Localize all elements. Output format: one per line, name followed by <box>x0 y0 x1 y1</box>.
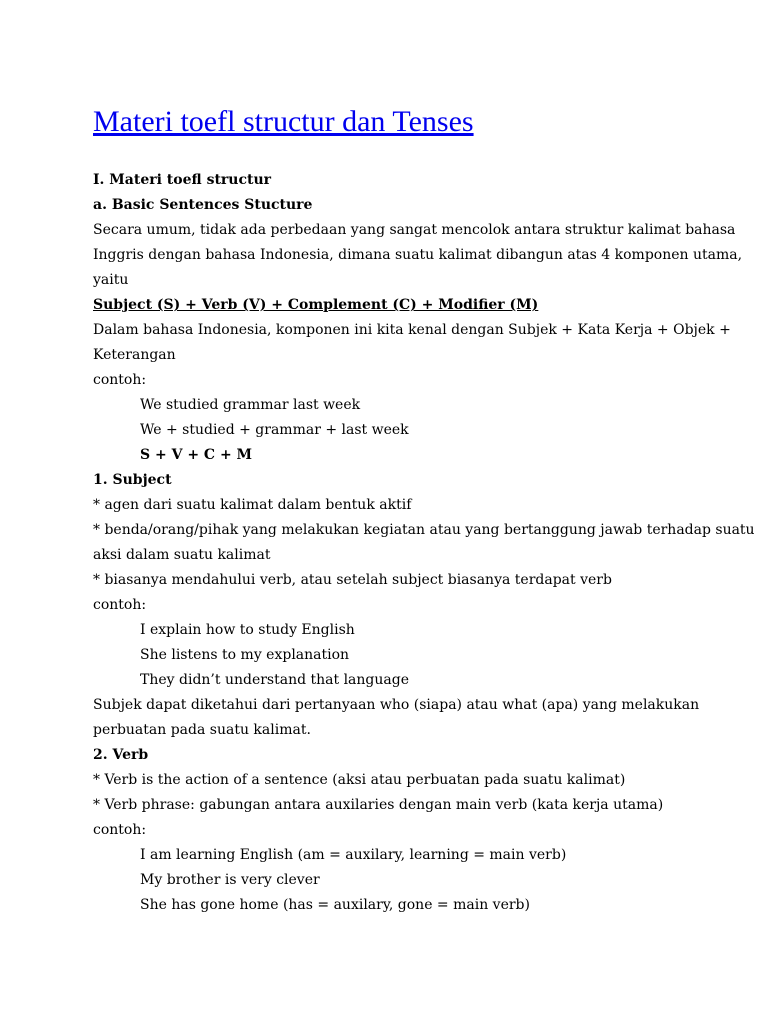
example-label: contoh: <box>93 822 147 838</box>
verb-heading: 2. Verb <box>93 747 149 763</box>
bullet-line: aksi dalam suatu kalimat <box>93 547 271 563</box>
section-heading: I. Materi toefl structur <box>93 172 272 188</box>
paragraph-line: Inggris dengan bahasa Indonesia, dimana suatu kalimat dibangun atas 4 komponen utama, <box>93 247 743 263</box>
bullet-line: * agen dari suatu kalimat dalam bentuk aktif <box>93 497 412 513</box>
document-title[interactable]: Materi toefl structur dan Tenses <box>93 105 474 138</box>
example-line: My brother is very clever <box>140 872 320 888</box>
example-line: They didn’t understand that language <box>140 672 409 688</box>
example-line: I am learning English (am = auxilary, learning = main verb) <box>140 847 567 863</box>
example-line: She listens to my explanation <box>140 647 350 663</box>
paragraph-line: Dalam bahasa Indonesia, komponen ini kita kenal dengan Subjek + Kata Kerja + Objek + <box>93 322 731 338</box>
bullet-line: * benda/orang/pihak yang melakukan kegiatan atau yang bertanggung jawab terhadap suatu <box>93 522 755 538</box>
paragraph-line: Secara umum, tidak ada perbedaan yang sangat mencolok antara struktur kalimat bahasa <box>93 222 736 238</box>
paragraph-line: Keterangan <box>93 347 176 363</box>
bullet-line: * Verb phrase: gabungan antara auxilaries dengan main verb (kata kerja utama) <box>93 797 664 813</box>
example-label: contoh: <box>93 597 147 613</box>
example-line: We + studied + grammar + last week <box>140 422 409 438</box>
paragraph-line: Subjek dapat diketahui dari pertanyaan who (siapa) atau what (apa) yang melakukan <box>93 697 700 713</box>
example-line: We studied grammar last week <box>140 397 361 413</box>
bullet-line: * biasanya mendahului verb, atau setelah subject biasanya terdapat verb <box>93 572 612 588</box>
example-line: I explain how to study English <box>140 622 355 638</box>
formula-line: Subject (S) + Verb (V) + Complement (C) + Modifier (M) <box>93 297 539 313</box>
example-line: She has gone home (has = auxilary, gone = main verb) <box>140 897 530 913</box>
example-formula: S + V + C + M <box>140 447 253 463</box>
example-label: contoh: <box>93 372 147 388</box>
bullet-line: * Verb is the action of a sentence (aksi atau perbuatan pada suatu kalimat) <box>93 772 626 788</box>
subject-heading: 1. Subject <box>93 472 172 488</box>
paragraph-line: perbuatan pada suatu kalimat. <box>93 722 311 738</box>
subsection-heading: a. Basic Sentences Stucture <box>93 197 313 213</box>
paragraph-line: yaitu <box>93 272 129 288</box>
